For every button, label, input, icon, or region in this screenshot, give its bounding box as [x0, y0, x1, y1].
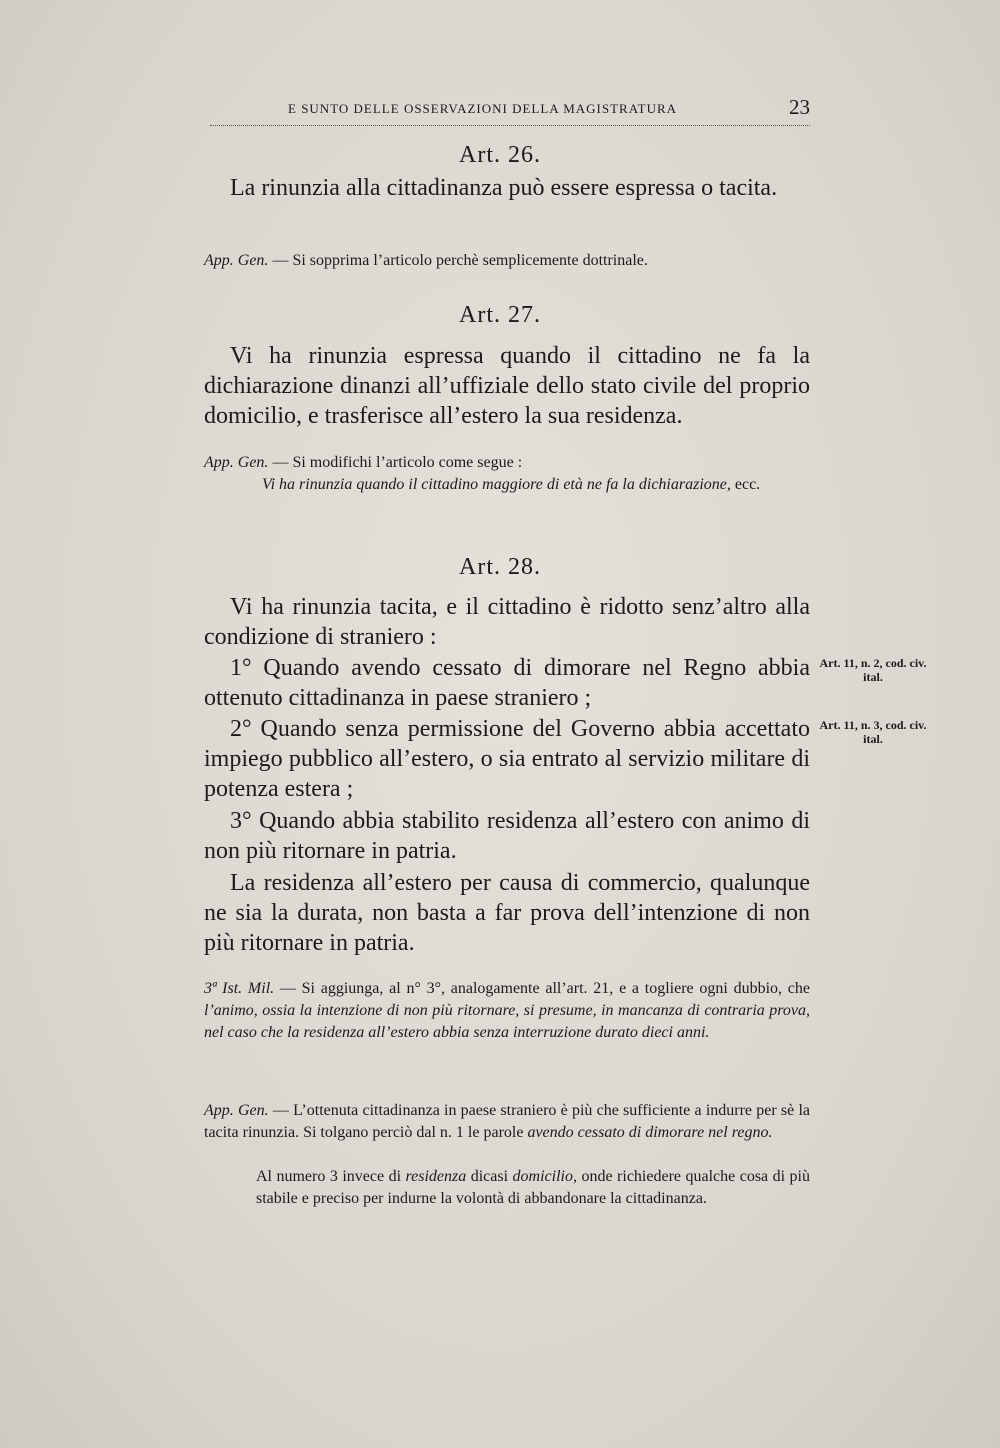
page-header: [210, 97, 810, 126]
note-text: — Si modifichi l’articolo come segue :: [272, 454, 523, 471]
article-28-item-3: 3° Quando abbia stabilito residenza all’estero con animo di non più ritornare in patria.: [204, 808, 810, 864]
article-27-text: Vi ha rinunzia espressa quando il cittadino ne fa la dichiarazione dinanzi all’uffiziale dello stato civile del proprio domicilio, e trasferisce all’estero la sua residenza.: [204, 343, 810, 429]
note-text: — Si sopprima l’articolo perchè semplicemente dottrinale.: [272, 252, 648, 269]
article-28-item-1: 1° Quando avendo cessato di dimorare nel Regno abbia ottenuto cittadinanza in paese straniero ;: [204, 655, 810, 711]
note-italic: l’animo, ossia la intenzione di non più ritornare, si presume, in mancanza di contraria prova, nel caso che la residenza all’estero abbia senza interruzione durato dieci anni.: [204, 1002, 810, 1041]
note-text: Al numero 3 invece di: [256, 1168, 402, 1185]
margin-note-1: Art. 11, n. 2, cod. civ. ital.: [819, 656, 927, 684]
note-text: dicasi: [470, 1168, 509, 1185]
article-28-note-2: [204, 1100, 810, 1144]
article-28-item-2: 2° Quando senza permissione del Governo abbia accettato impiego pubblico all’estero, o sia entrato al servizio militare di potenza estera ;: [204, 716, 810, 802]
article-28-note-2-continued: [204, 1166, 810, 1210]
note-italic: avendo cessato di dimorare nel regno.: [527, 1124, 773, 1141]
note-italic: domicilio,: [512, 1168, 577, 1185]
note-italic: residenza: [405, 1168, 467, 1185]
page-number: 23: [789, 95, 810, 119]
article-28-note-1: [204, 978, 810, 1044]
article-28-closing: La residenza all’estero per causa di commercio, qualunque ne sia la durata, non basta a far prova dell’intenzione di non più ritornare in patria.: [204, 870, 810, 956]
note-text: — Si aggiunga, al n° 3°, analogamente all’art. 21, e a togliere ogni dubbio, che: [279, 980, 810, 997]
margin-note-2: Art. 11, n. 3, cod. civ. ital.: [819, 718, 927, 746]
note-source: App. Gen.: [204, 252, 269, 269]
article-27-title: Art. 27.: [459, 302, 541, 328]
note-text: onde richiedere qualche cosa di più stabile e preciso per indurne la volontà di abbandonare la cittadinanza.: [256, 1168, 810, 1207]
article-26-text: La rinunzia alla cittadinanza può essere espressa o tacita.: [230, 175, 778, 201]
article-26-title: Art. 26.: [459, 142, 541, 168]
article-28-intro: Vi ha rinunzia tacita, e il cittadino è ridotto senz’altro alla condizione di straniero :: [204, 594, 810, 650]
note-quote-end: ecc.: [730, 476, 761, 493]
article-28-title: Art. 28.: [459, 554, 541, 580]
note-source: App. Gen.: [204, 1102, 269, 1119]
note-quote: Vi ha rinunzia quando il cittadino maggiore di età ne fa la dichiarazione,: [262, 476, 731, 493]
note-source: App. Gen.: [204, 454, 269, 471]
article-27-note: [204, 452, 810, 496]
note-text: — L’ottenuta cittadinanza in paese straniero è più che sufficiente a indurre per sè la tacita rinunzia. Si tolgano perciò dal n. 1 le parole: [204, 1102, 811, 1141]
article-26-note: [204, 250, 810, 272]
running-head: E SUNTO DELLE OSSERVAZIONI DELLA MAGISTRATURA: [288, 101, 678, 116]
note-source: 3ª Ist. Mil.: [204, 980, 275, 997]
